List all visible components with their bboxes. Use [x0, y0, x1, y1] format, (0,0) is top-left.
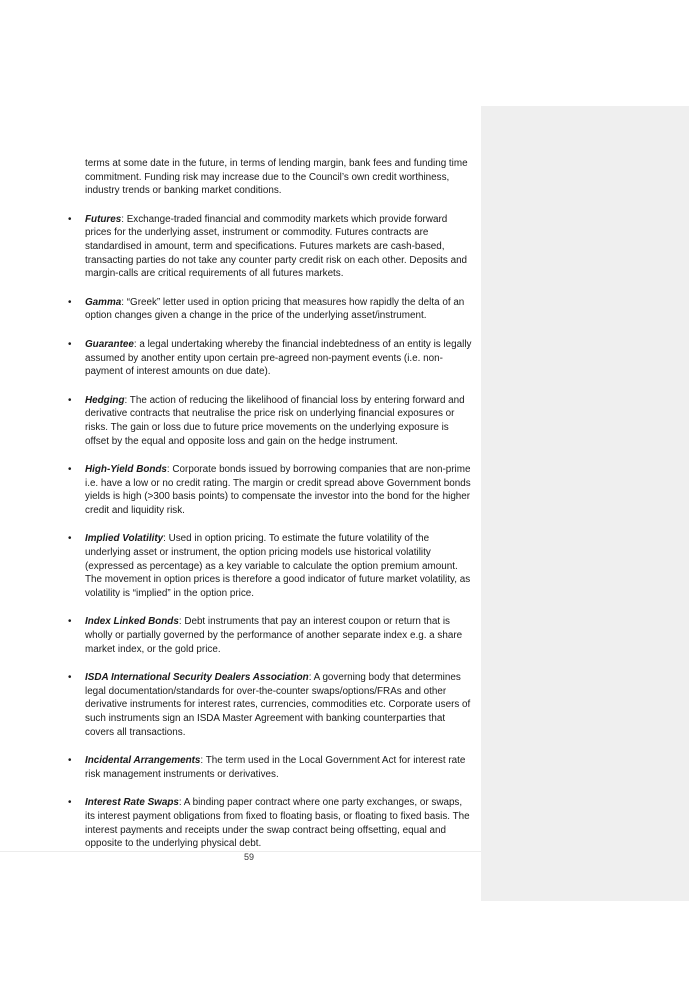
glossary-content: [68, 157, 474, 866]
glossary-definition: : Used in option pricing. To estimate the future volatility of the underlying asset or instrument, the option pricing models use historical volatility (expressed as percentage) as a key variable to calculate the option premium amount. The movement in option prices is therefore a good indicator of future market volatility, as volatility is “implied” in the option price.: [85, 533, 471, 599]
glossary-term: Futures: [85, 213, 122, 225]
glossary-entry-hedging: [68, 394, 474, 448]
bullet-icon: •: [68, 672, 72, 684]
page-number: 59: [243, 852, 254, 862]
glossary-entry-index-linked-bonds: [68, 615, 474, 656]
intro-paragraph: terms at some date in the future, in terms of lending margin, bank fees and funding time commitment. Funding risk may increase due to the Council’s own credit worthiness, industry trends or banking market conditions.: [85, 158, 468, 197]
glossary-definition: : The action of reducing the likelihood of financial loss by entering forward and derivative contracts that neutralise the price risk on underlying financial exposures or risks. The gain or loss due to future price movements on the underlying exposure is offset by the equal and opposite loss and gain on the hedge instrument.: [85, 394, 465, 447]
glossary-term: Interest Rate Swaps: [85, 797, 179, 809]
glossary-entry-guarantee: [68, 338, 474, 379]
glossary-entry-implied-volatility: [68, 532, 474, 600]
glossary-entry-incidental-arrangements: [68, 754, 474, 781]
bullet-icon: •: [68, 533, 72, 545]
glossary-term: High-Yield Bonds: [85, 464, 167, 476]
bullet-icon: •: [68, 213, 72, 225]
glossary-term: Incidental Arrangements: [85, 755, 201, 767]
glossary-definition: : A binding paper contract where one party exchanges, or swaps, its interest payment obligations from fixed to floating basis, or floating to fixed basis. The interest payments and receipts under the swap contract being offsetting, equal and opposite to the underlying physical debt.: [85, 797, 470, 850]
bullet-icon: •: [68, 755, 72, 767]
glossary-entry-isda: [68, 671, 474, 739]
glossary-entry-interest-rate-swaps: [68, 796, 474, 850]
glossary-term: Hedging: [85, 394, 125, 406]
glossary-definition: : Corporate bonds issued by borrowing companies that are non-prime i.e. have a low or no credit rating. The margin or credit spread above Government bonds yields is high (>300 basis points) to compensate the investor into the bond for the higher credit and liquidity risk.: [85, 464, 471, 516]
glossary-term: Gamma: [85, 296, 122, 308]
glossary-term: Guarantee: [85, 338, 134, 350]
bullet-icon: •: [68, 394, 72, 406]
glossary-definition: : The term used in the Local Government Act for interest rate risk management instruments or derivatives.: [85, 755, 466, 780]
glossary-term: ISDA International Security Dealers Association: [85, 672, 309, 684]
glossary-definition: : Exchange-traded financial and commodity markets which provide forward prices for the underlying asset, instrument or commodity. Futures contracts are standardised in amount, term and specifications. Futures markets are cash-based, transacting parties do not take any counter party credit risk on each other. Deposits and margin-calls are critical requirements of all futures markets.: [85, 213, 468, 280]
glossary-entry-futures: [68, 213, 474, 281]
glossary-definition: : A governing body that determines legal documentation/standards for over-the-counter swaps/options/FRAs and other derivative instruments for interest rates, currencies, commodities etc. Corporate users of such instruments sign an ISDA Master Agreement with banking counterparties that covers all transactions.: [85, 672, 471, 738]
bullet-icon: •: [68, 797, 72, 809]
glossary-term: Implied Volatility: [85, 533, 164, 545]
glossary-definition: : Debt instruments that pay an interest coupon or return that is wholly or partially governed by the performance of another separate index e.g. a share market index, or the gold price.: [85, 616, 463, 655]
bullet-icon: •: [68, 296, 72, 308]
glossary-definition: : a legal undertaking whereby the financial indebtedness of an entity is legally assumed by another entity upon certain pre-agreed non-payment events (i.e. non-payment of interest amounts on due date).: [85, 338, 472, 378]
glossary-definition: : “Greek” letter used in option pricing that measures how rapidly the delta of an option changes given a change in the price of the underlying asset/instrument.: [85, 296, 465, 322]
bullet-icon: •: [68, 338, 72, 350]
glossary-entry-high-yield-bonds: [68, 463, 474, 517]
bullet-icon: •: [68, 464, 72, 476]
comment-pane: [481, 106, 689, 901]
glossary-entry-gamma: [68, 296, 474, 323]
bullet-icon: •: [68, 616, 72, 628]
glossary-term: Index Linked Bonds: [85, 616, 179, 628]
